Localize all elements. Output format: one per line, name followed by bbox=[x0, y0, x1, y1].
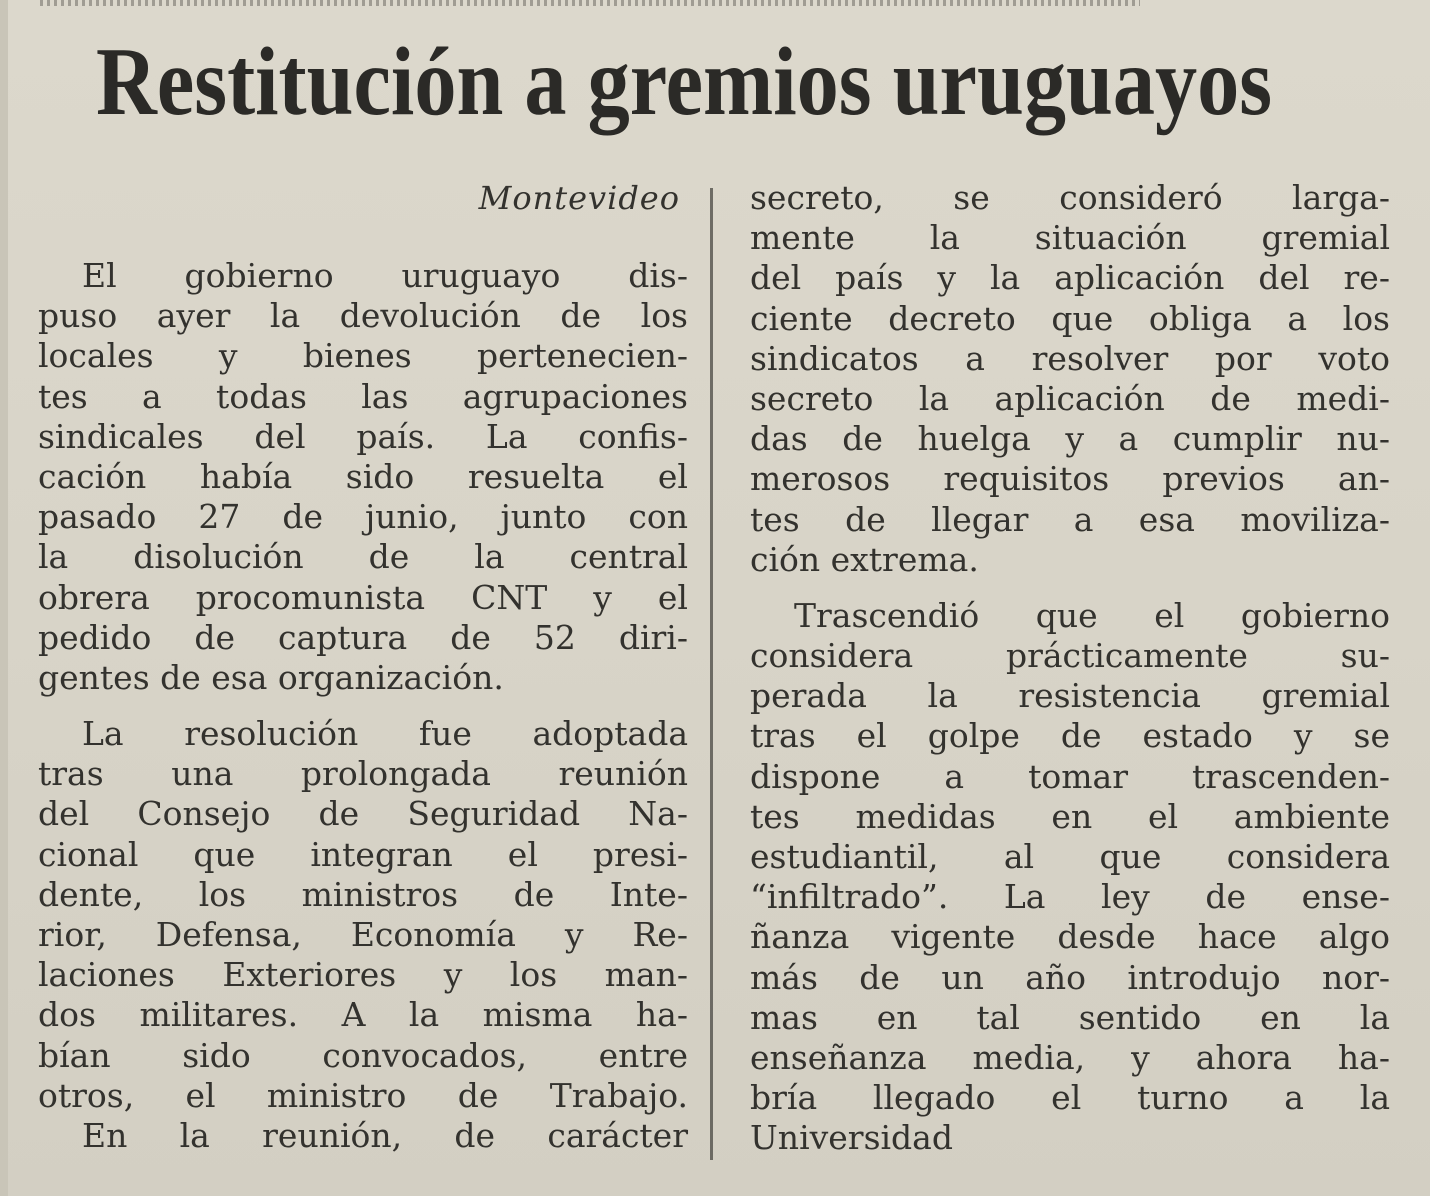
text-line: obrera procomunista CNT y el bbox=[38, 577, 688, 617]
text-line: estudiantil, al que considera bbox=[750, 837, 1390, 876]
text-line: cional que integran el presi- bbox=[38, 834, 688, 874]
text-line: tras una prolongada reunión bbox=[38, 754, 688, 794]
text-line: dispone a tomar trascenden- bbox=[750, 756, 1390, 796]
top-rule bbox=[40, 0, 1140, 6]
text-line: dos militares. A la misma ha- bbox=[38, 995, 688, 1035]
text-line: sindicales del país. La confis- bbox=[38, 416, 688, 456]
text-line: sindicatos a resolver por voto bbox=[750, 338, 1390, 378]
text-line: La resolución fue adoptada bbox=[82, 714, 688, 754]
text-line: tes medidas en el ambiente bbox=[750, 796, 1390, 836]
text-line: dente, los ministros de Inte- bbox=[38, 874, 688, 914]
text-line: del país y la aplicación del re- bbox=[750, 258, 1390, 298]
left-column bbox=[38, 178, 688, 1156]
text-line: bían sido convocados, entre bbox=[38, 1035, 688, 1075]
text-line: secreto la aplicación de medi- bbox=[750, 378, 1390, 418]
text-line: “infiltrado”. La ley de ense- bbox=[750, 877, 1390, 917]
text-line: tras el golpe de estado y se bbox=[750, 716, 1390, 756]
column-divider bbox=[710, 188, 713, 1160]
text-line: merosos requisitos previos an- bbox=[750, 459, 1390, 499]
text-line: ción extrema. bbox=[750, 539, 979, 579]
text-line: gentes de esa organización. bbox=[38, 657, 504, 697]
paragraph-gap bbox=[750, 580, 1390, 596]
text-line: del Consejo de Seguridad Na- bbox=[38, 794, 688, 834]
text-line: locales y bienes pertenecien- bbox=[38, 336, 688, 376]
text-line: secreto, se consideró larga- bbox=[750, 178, 1390, 217]
text-line: otros, el ministro de Trabajo. bbox=[38, 1075, 688, 1115]
text-line: más de un año introdujo nor- bbox=[750, 957, 1390, 997]
text-line: El gobierno uruguayo dis- bbox=[82, 256, 688, 295]
dateline: Montevideo bbox=[478, 179, 680, 217]
text-line: Trascendió que el gobierno bbox=[794, 595, 1390, 635]
text-line: das de huelga y a cumplir nu- bbox=[750, 419, 1390, 459]
text-line: mas en tal sentido en la bbox=[750, 997, 1390, 1037]
text-line: tes de llegar a esa moviliza- bbox=[750, 499, 1390, 539]
text-line: laciones Exteriores y los man- bbox=[38, 955, 688, 995]
right-column bbox=[750, 178, 1390, 1159]
text-line: considera prácticamente su- bbox=[750, 636, 1390, 676]
headline: Restitución a gremios uruguayos bbox=[96, 28, 1273, 136]
text-line: En la reunión, de carácter bbox=[82, 1115, 688, 1155]
text-line: enseñanza media, y ahora ha- bbox=[750, 1037, 1390, 1077]
text-line: cación había sido resuelta el bbox=[38, 456, 688, 496]
text-line: tes a todas las agrupaciones bbox=[38, 376, 688, 416]
text-line: bría llegado el turno a la bbox=[750, 1078, 1390, 1118]
paragraph-gap bbox=[38, 698, 688, 714]
text-line: ñanza vigente desde hace algo bbox=[750, 917, 1390, 957]
text-line: pedido de captura de 52 diri- bbox=[38, 617, 688, 657]
text-line: pasado 27 de junio, junto con bbox=[38, 497, 688, 537]
text-line: perada la resistencia gremial bbox=[750, 676, 1390, 716]
text-line: la disolución de la central bbox=[38, 537, 688, 577]
text-line: Universidad bbox=[750, 1118, 953, 1158]
text-line: puso ayer la devolución de los bbox=[38, 296, 688, 336]
text-line: rior, Defensa, Economía y Re- bbox=[38, 915, 688, 954]
text-line: mente la situación gremial bbox=[750, 218, 1390, 258]
text-line: ciente decreto que obliga a los bbox=[750, 298, 1390, 338]
page-edge bbox=[0, 0, 8, 1196]
